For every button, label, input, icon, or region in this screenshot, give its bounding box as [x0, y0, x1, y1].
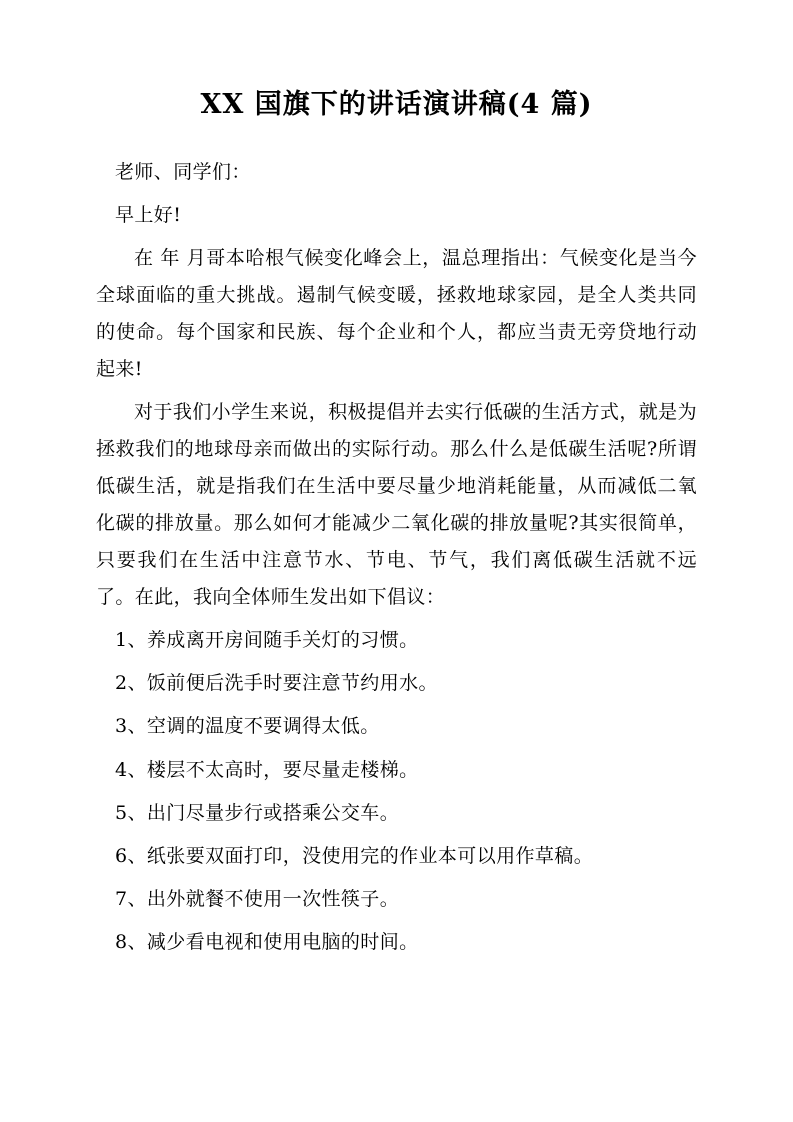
- paragraph-body-2: 对于我们小学生来说，积极提倡并去实行低碳的生活方式，就是为拯救我们的地球母亲而做出的实际行动。那么什么是低碳生活呢?所谓低碳生活，就是指我们在生活中要尽量少地消耗能量，从而减低二氧化碳的排放量。那么如何才能减少二氧化碳的排放量呢?其实很简单，只要我们在生活中注意节水、节电、节气，我们离低碳生活就不远了。在此，我向全体师生发出如下倡议：: [96, 401, 697, 609]
- paragraph-greeting: 老师、同学们：: [115, 160, 251, 183]
- list-item: 8、减少看电视和使用电脑的时间。: [115, 930, 419, 953]
- list-item: 7、出外就餐不使用一次性筷子。: [115, 887, 400, 910]
- list-item: 1、养成离开房间随手关灯的习惯。: [115, 629, 419, 652]
- list-item: 4、楼层不太高时，要尽量走楼梯。: [115, 758, 419, 781]
- list-item: 6、纸张要双面打印，没使用完的作业本可以用作草稿。: [115, 844, 594, 867]
- page-title: XX 国旗下的讲话演讲稿(4 篇): [200, 89, 593, 120]
- paragraph-body-1: 在 年 月哥本哈根气候变化峰会上，温总理指出：气候变化是当今全球面临的重大挑战。遏制气候变暖，拯救地球家园，是全人类共同的使命。每个国家和民族、每个企业和个人，都应当责无旁贷地行动起来!: [96, 246, 697, 381]
- list-item: 5、出门尽量步行或搭乘公交车。: [115, 801, 400, 824]
- paragraph-salutation: 早上好!: [115, 203, 182, 226]
- list-item: 2、饭前便后洗手时要注意节约用水。: [115, 672, 438, 695]
- list-item: 3、空调的温度不要调得太低。: [115, 715, 380, 738]
